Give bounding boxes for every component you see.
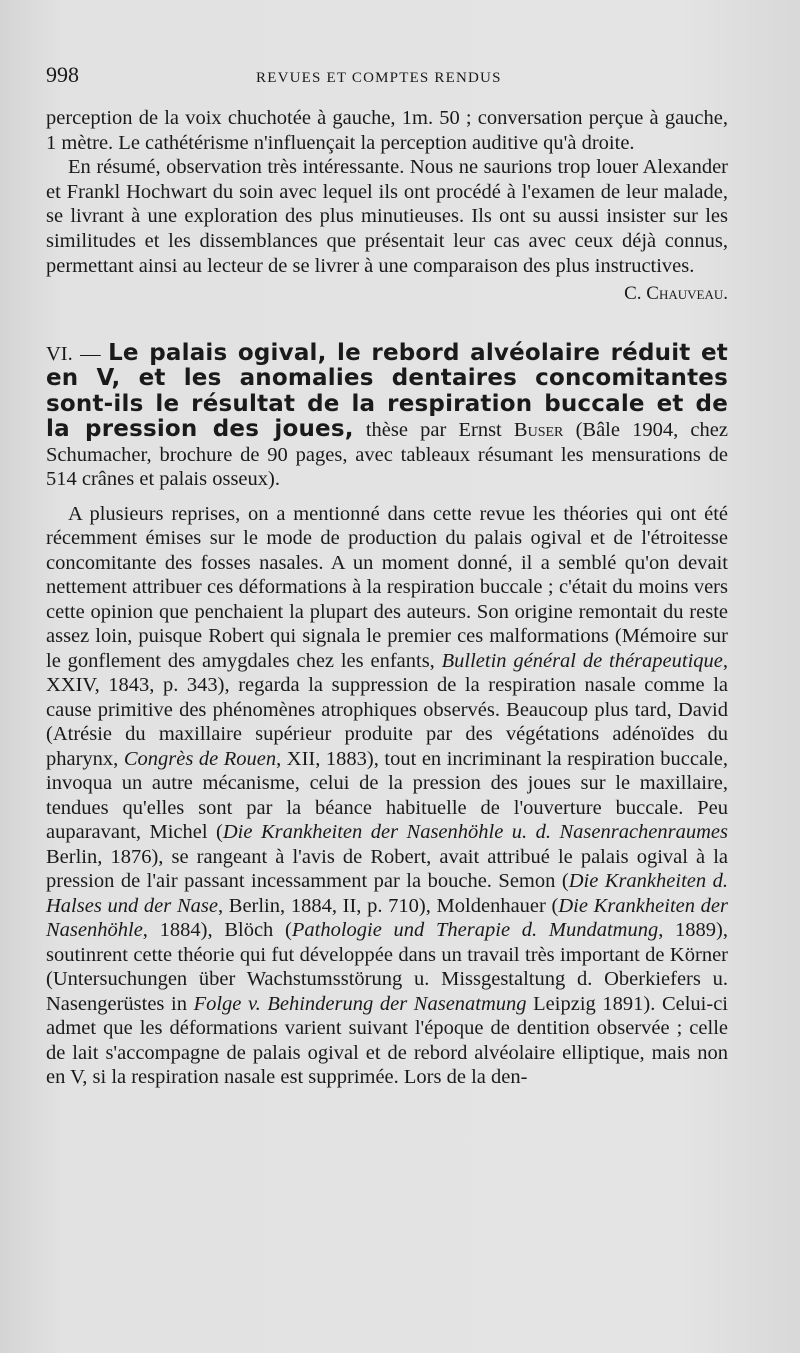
page-number: 998	[46, 62, 79, 87]
citation-title: Pathologie und Therapie d. Mundatmung	[291, 919, 659, 942]
section-number: VI. —	[46, 342, 109, 365]
byline-a: thèse par Ernst	[353, 419, 514, 442]
text-run: Leipzig 1891). Celui-ci admet que les déformations varient suivant l'époque de dentition observée ; celle de lait s'accompagne de palais ogival et de rebord alvéolaire elliptique, mais non en V, si la respiration nasale est supprimée. Lors de la den-	[46, 992, 728, 1089]
text-run: , XXIV, 1843, p. 343), regarda la suppression de la respiration nasale comme la cause primitive des phénomènes atrophiques observés. Beaucoup plus tard, David (Atrésie du maxillaire supérieur produite par des végétations adénoïdes du pharynx,	[46, 649, 729, 770]
citation-title: Die Krankheiten der Nasenhöhle	[46, 894, 728, 942]
text-run: Berlin, 1876), se rangeant à l'avis de Robert, avait attribué le palais ogival à la pression de l'air passant incessamment par la bouche. Semon (	[46, 845, 728, 893]
author-name: Buser	[513, 419, 564, 442]
paragraph-summary: En résumé, observation très intéressante. Nous ne saurions trop louer Alexander et Frankl Hochwart du soin avec lequel ils ont procédé à l'examen de leur malade, se livrant à une exploration des plus minutieuses. Ils ont su aussi insister sur les similitudes et les dissemblances que présentait leur cas avec ceux déjà connus, permettant ainsi au lecteur de se livrer à une comparaison des plus instructives.	[46, 156, 728, 277]
citation-title: Bulletin général de thérapeutique	[441, 649, 723, 672]
paragraph-continuation: perception de la voix chuchotée à gauche, 1m. 50 ; conversation perçue à gauche, 1 mètre. Le cathétérisme n'influençait la perception auditive qu'à droite.	[46, 107, 728, 154]
text-run: , XII, 1883), tout en incriminant la respiration buccale, invoqua un autre mécanisme, celui de la pression des joues sur le maxillaire, tendues qu'elles sont par la béance habituelle de l'ouverture buccale. Peu auparavant, Michel (	[46, 747, 728, 844]
citation-title: Folge v. Behinderung der Nasenatmung	[193, 992, 527, 1015]
text-run: , 1884), Blöch (	[142, 919, 292, 942]
running-head: REVUES ET COMPTES RENDUS	[256, 70, 502, 86]
signature: C. Chauveau.	[624, 283, 728, 305]
page-header	[46, 62, 728, 106]
section-title: Le palais ogival, le rebord alvéolaire réduit et en V, et les anomalies dentaires concomitantes sont-ils le résultat de la respiration buccale et de la pression des joues,	[46, 339, 728, 443]
citation-title: Die Krankheiten d. Halses und der Nase	[46, 870, 728, 917]
citation-title: Congrès de Rouen	[123, 747, 277, 770]
text-run: , 1889), soutinrent cette théorie qui fut développée dans un travail très important de Körner (Untersuchungen über Wachstumsstörung u. Missgestaltung d. Oberkiefers u. Nasengerüstes in	[46, 919, 729, 1015]
text-run: , Berlin, 1884, II, p. 710), Moldenhauer (	[217, 894, 559, 917]
section-heading-paragraph	[46, 341, 728, 492]
byline-b: (Bâle 1904, chez Schumacher, brochure de 90 pages, avec tableaux résumant les mensurations de 514 crânes et palais osseux).	[46, 419, 728, 491]
review-section-vi	[46, 341, 728, 1090]
text-run: A plusieurs reprises, on a mentionné dans cette revue les théories qui ont été récemment émises sur le mode de production du palais ogival et de l'étroitesse concomitante des fosses nasales. A un moment donné, il a semblé qu'on devait nettement attribuer ces déformations à la respiration buccale ; c'était du moins vers cette opinion que penchaient la plupart des auteurs. Son origine remontait du reste assez loin, puisque Robert qui signala le premier ces malformations (Mémoire sur le gonflement des amygdales chez les enfants,	[46, 502, 728, 672]
body-paragraph	[46, 502, 728, 1090]
citation-title: Die Krankheiten der Nasenhöhle u. d. Nasenrachenraumes	[222, 821, 729, 844]
